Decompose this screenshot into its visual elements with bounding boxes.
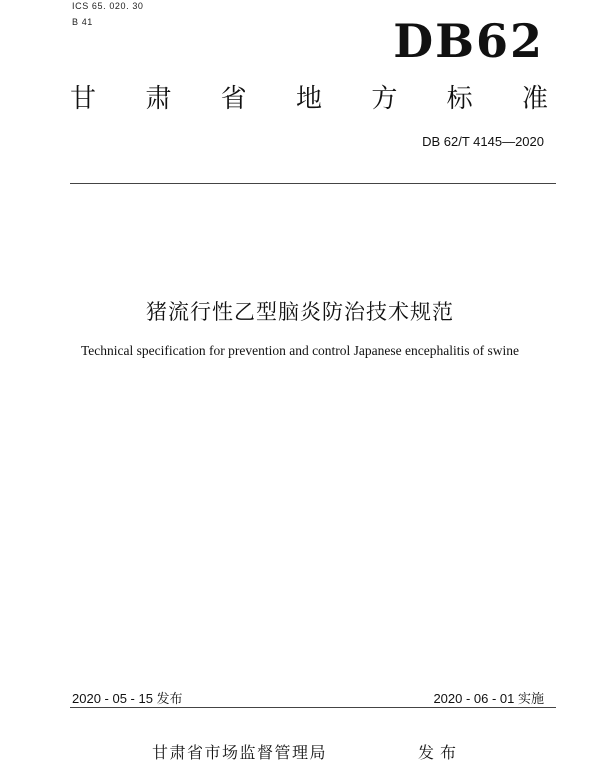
standard-type-char: 地 [295,84,322,114]
title-english: Technical specification for prevention and control Japanese encephalitis of swine [80,343,519,358]
bottom-divider [70,707,556,708]
implementation-date: 2020 - 06 - 01 实施 [433,691,544,706]
publish-label: 发布 [418,743,463,762]
ccs-code: B 41 [72,17,93,27]
standard-type-heading [70,86,548,112]
issue-date: 2020 - 05 - 15 发布 [72,691,183,706]
standard-type-char: 肃 [145,84,172,114]
issuing-authority: 甘肃省市场监督管理局 [152,743,328,762]
ics-code: ICS 65. 020. 30 [72,1,144,11]
top-divider [70,183,556,184]
standard-type-char: 标 [446,84,473,114]
db-standard-mark: DB62 [393,14,544,68]
title-chinese: 猪流行性乙型脑炎防治技术规范 [146,300,454,324]
standard-type-char: 省 [220,84,247,114]
standard-number: DB 62/T 4145—2020 [422,134,544,149]
standard-type-char: 甘 [70,84,97,114]
standard-type-char: 方 [371,84,398,114]
standard-type-char: 准 [521,84,548,114]
